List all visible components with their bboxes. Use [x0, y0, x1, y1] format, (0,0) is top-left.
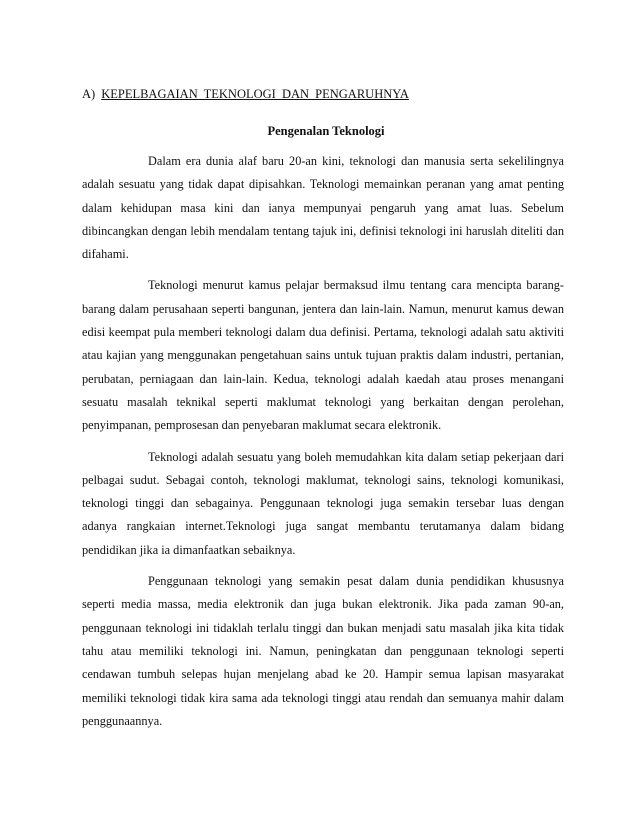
paragraph-2: Teknologi menurut kamus pelajar bermaksud ilmu tentang cara mencipta barang-barang dalam perusahaan seperti bangunan, jentera dan lain-lain. Namun, menurut kamus dewan edisi keempat pula memberi teknologi dalam dua definisi. Pertama, teknologi adalah satu aktiviti atau kajian yang menggunakan pengetahuan sains untuk tujuan praktis dalam industri, pertanian, perubatan, perniagaan dan lain-lain. Kedua, teknologi adalah kaedah atau proses menangani sesuatu masalah teknikal seperti maklumat teknologi yang berkaitan dengan perolehan, penyimpanan, pemprosesan dan penyebaran maklumat secara elektronik.	[82, 278, 564, 433]
paragraph-3: Teknologi adalah sesuatu yang boleh memudahkan kita dalam setiap pekerjaan dari pelbagai sudut. Sebagai contoh, teknologi maklumat, teknologi sains, teknologi komunikasi, teknologi tinggi dan sebagainya. Penggunaan teknologi juga semakin tersebar luas dengan adanya rangkaian internet.Teknologi juga sangat membantu terutamanya dalam bidang pendidikan jika ia dimanfaatkan sebaiknya.	[82, 449, 564, 557]
paragraph-4: Penggunaan teknologi yang semakin pesat dalam dunia pendidikan khususnya seperti media massa, media elektronik dan juga bukan elektronik. Jika pada zaman 90-an, penggunaan teknologi ini tidaklah terlalu tinggi dan bukan menjadi satu masalah jika kita tidak tahu atau memiliki teknologi ini. Namun, peningkatan dan penggunaan teknologi seperti cendawan tumbuh selepas hujan menjelang abad ke 20. Hampir semua lapisan masyarakat memiliki teknologi tidak kira sama ada teknologi tinggi atau rendah dan semuanya mahir dalam penggunaannya.	[82, 574, 564, 728]
paragraph-1: Dalam era dunia alaf baru 20-an kini, teknologi dan manusia serta sekelilingnya adalah sesuatu yang tidak dapat dipisahkan. Teknologi memainkan peranan yang amat penting dalam kehidupan masa kini dan ianya mempunyai pengaruh yang amat luas. Sebelum dibincangkan dengan lebih mendalam tentang tajuk ini, definisi teknologi ini haruslah diteliti dan difahami.	[82, 154, 564, 262]
section-label: A)	[82, 87, 96, 101]
section-title: KEPELBAGAIAN TEKNOLOGI DAN PENGARUHNYA	[101, 87, 409, 101]
body-text	[82, 150, 564, 741]
document-subtitle: Pengenalan Teknologi	[267, 124, 385, 138]
section-heading	[82, 86, 409, 102]
